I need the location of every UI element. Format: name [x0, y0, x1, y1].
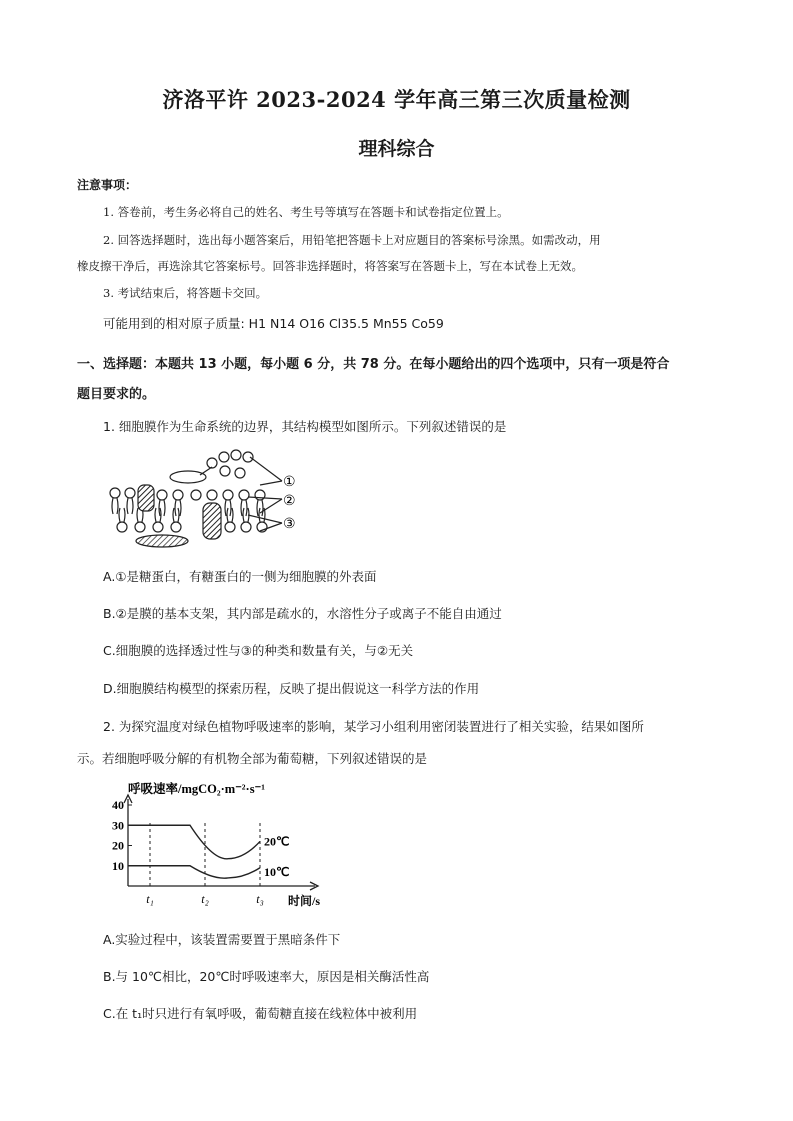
label-3: ③ [283, 517, 296, 532]
notice-heading: 注意事项： [77, 178, 138, 192]
glycoprotein [170, 471, 206, 483]
y-axis-label: 呼吸速率/mgCO₂·m⁻²·s⁻¹ [128, 782, 265, 796]
q2-stem-line-1: 2. 为探究温度对绿色植物呼吸速率的影响，某学习小组利用密闭装置进行了相关实验，结果如图所 [103, 719, 644, 734]
q2-option-a: A.实验过程中，该装置需要置于黑暗条件下 [103, 932, 341, 947]
atomic-mass-line: 可能用到的相对原子质量: H1 N14 O16 Cl35.5 Mn55 Co59 [103, 316, 444, 331]
label-2: ② [283, 494, 296, 509]
notice-item-3: 3. 考试结束后，将答题卡交回。 [103, 286, 268, 300]
y-tick-label: 40 [112, 798, 124, 812]
notice-item-2-line-1: 2. 回答选择题时，选出每小题答案后，用铅笔把答题卡上对应题目的答案标号涂黑。如需改动，用 [103, 233, 601, 247]
series-label: 10℃ [264, 864, 290, 879]
q2-option-c: C.在 t₁时只进行有氧呼吸，葡萄糖直接在线粒体中被利用 [103, 1006, 418, 1021]
q1-option-c: C.细胞膜的选择透过性与③的种类和数量有关，与②无关 [103, 643, 414, 658]
series-label: 20℃ [264, 834, 290, 849]
x-tick-label: t₁ [146, 892, 154, 906]
x-tick-label: t₂ [201, 892, 209, 906]
q1-option-d: D.细胞膜结构模型的探索历程，反映了提出假说这一科学方法的作用 [103, 681, 480, 696]
x-tick-label: t₃ [256, 892, 264, 906]
notice-item-1: 1. 答卷前，考生务必将自己的姓名、考生号等填写在答题卡和试卷指定位置上。 [103, 205, 509, 219]
series-line [128, 825, 260, 859]
q2-stem-line-2: 示。若细胞呼吸分解的有机物全部为葡萄糖，下列叙述错误的是 [77, 751, 428, 766]
transmembrane-protein [203, 503, 221, 539]
membrane-diagram [100, 445, 305, 555]
surface-protein [138, 485, 154, 511]
y-tick-label: 30 [112, 818, 124, 833]
q1-stem: 1. 细胞膜作为生命系统的边界，其结构模型如图所示。下列叙述错误的是 [103, 419, 507, 434]
exam-subtitle: 理科综合 [358, 138, 435, 160]
sugar-chain [200, 450, 253, 478]
section-1-line-2: 题目要求的。 [77, 387, 156, 402]
y-tick-label: 20 [112, 838, 124, 853]
q2-option-b: B.与 10℃相比，20℃时呼吸速率大，原因是相关酶活性高 [103, 969, 430, 984]
notice-item-2-line-2: 橡皮擦干净后，再选涂其它答案标号。回答非选择题时，将答案写在答题卡上，写在本试卷上无效。 [77, 259, 583, 273]
q1-option-b: B.②是膜的基本支架，其内部是疏水的，水溶性分子或离子不能自由通过 [103, 606, 502, 621]
respiration-rate-chart [100, 775, 340, 915]
label-1: ① [283, 475, 296, 490]
peripheral-protein [136, 535, 188, 547]
x-axis-label: 时间/s [288, 894, 321, 908]
series-line [128, 866, 260, 878]
exam-title: 济洛平许 2023-2024 学年高三第三次质量检测 [162, 87, 631, 112]
section-1-line-1: 一、选择题：本题共 13 小题，每小题 6 分，共 78 分。在每小题给出的四个选项中，只有一项是符合 [77, 357, 670, 372]
y-tick-label: 10 [112, 858, 124, 873]
q1-option-a: A.①是糖蛋白，有糖蛋白的一侧为细胞膜的外表面 [103, 569, 377, 584]
